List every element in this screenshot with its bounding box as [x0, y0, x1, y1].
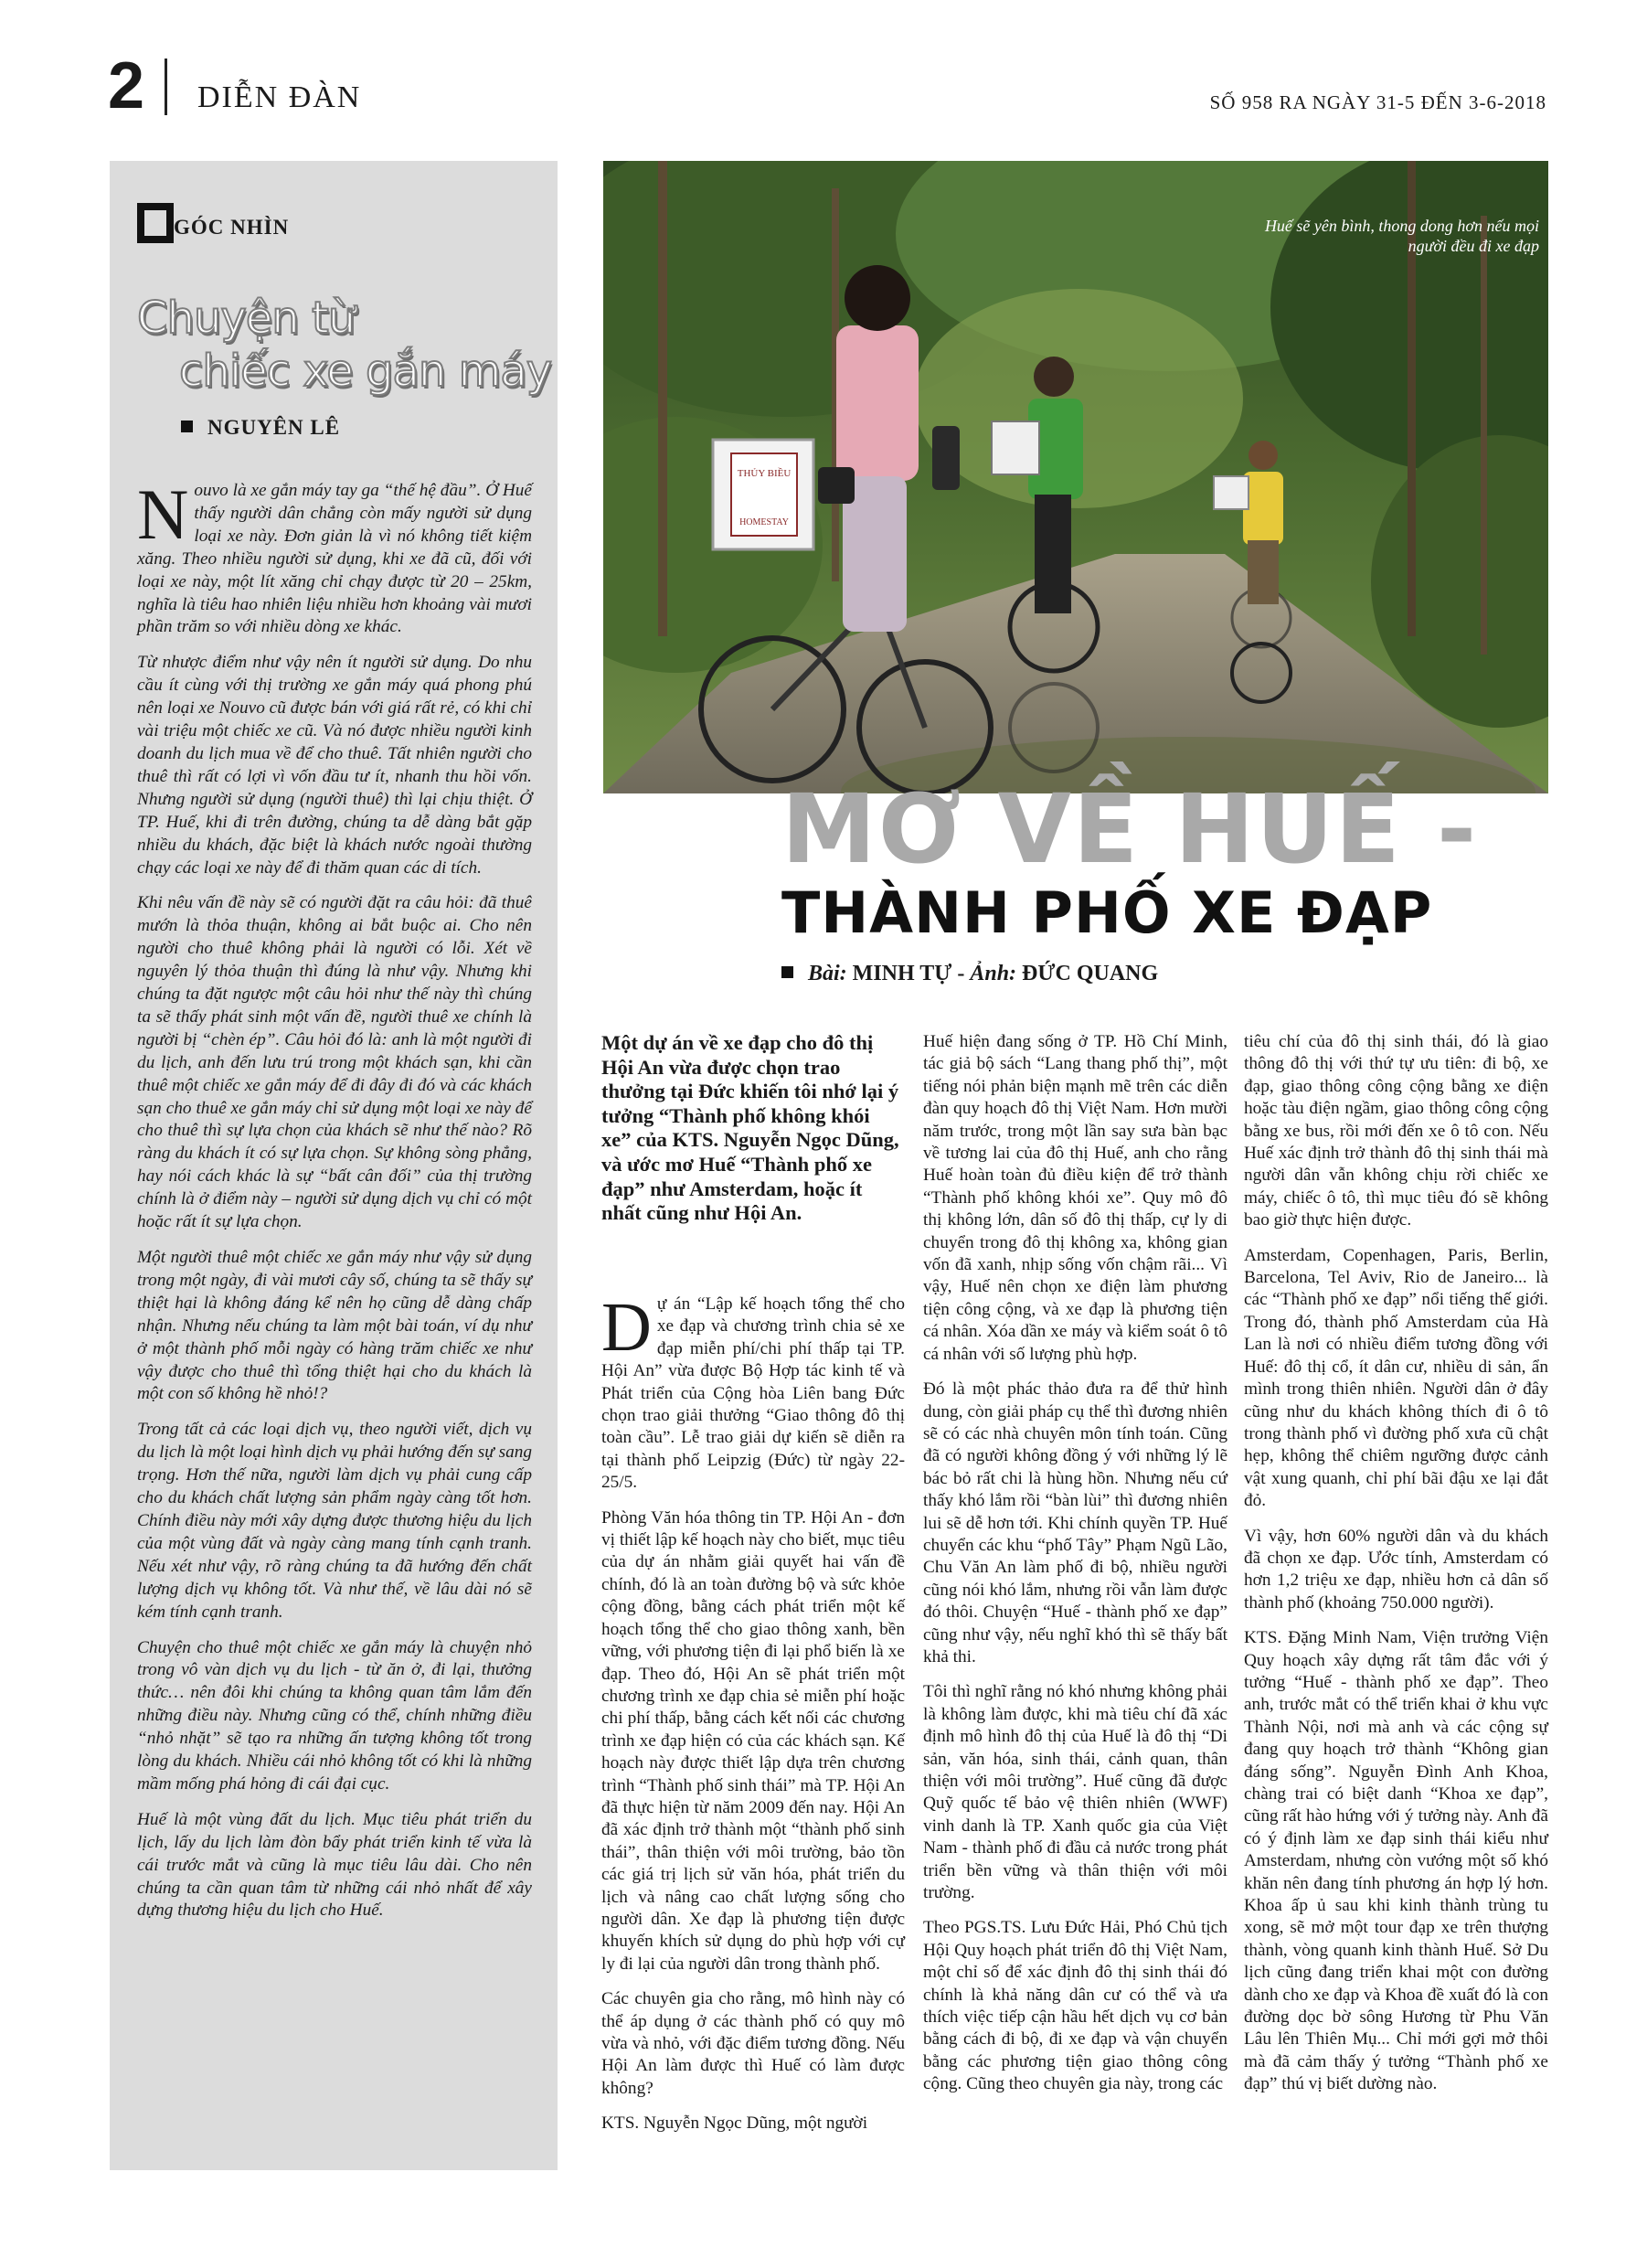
article-column-1: [601, 1289, 905, 2148]
article-paragraph: KTS. Đặng Minh Nam, Viện trưởng Viện Quy hoạch xây dựng rất tâm đắc với ý tưởng “Huế - thành phố xe đạp”. Theo anh, trước mắt có thể triển khai ở khu vực Thành Nội, nơi mà anh và các cộng sự đang quy hoạch trở thành “Không gian đáng sống”. Nguyễn Đình Anh Khoa, chàng trai có biệt danh “Khoa xe đạp”, cũng rất hào hứng với ý tưởng này. Anh đã có ý định làm xe đạp sinh thái kiểu như Amsterdam, nhưng còn vướng một số khó khăn nên đang tính phương án hợp lý hơn. Khoa ấp ủ sau khi kinh thành trùng tu xong, sẽ mở một tour đạp xe trên thượng thành, vòng quanh kinh thành Huế. Sở Du lịch cũng đang triển khai một con đường dành cho xe đạp và Khoa đề xuất đó là con đường dọc bờ sông Hương từ Phu Văn Lâu lên Thiên Mụ... Chỉ mới gợi mở thôi mà đã cảm thấy ý tưởng “Thành phố xe đạp” thú vị biết dường nào.: [1244, 1628, 1548, 2094]
basket-sign-bottom: HOMESTAY: [739, 517, 789, 527]
sidebar-body: [137, 474, 532, 1935]
drop-cap: N: [137, 474, 189, 554]
article-title-line2: THÀNH PHỐ XE ĐẠP: [781, 879, 1433, 946]
page-number: 2: [108, 49, 145, 122]
article-column-3: [1244, 1031, 1548, 2109]
byline-square-icon: [181, 421, 193, 432]
article-paragraph: Amsterdam, Copenhagen, Paris, Berlin, Barcelona, Tel Aviv, Rio de Janeiro... là các “Thành phố xe đạp” nổi tiếng thế giới. Trong đó, thành phố Amsterdam của Hà Lan là nơi có nhiều điểm tương đồng với Huế: đô thị cổ, ít dân cư, nhiều di sản, ẩn mình trong thiên nhiên. Người dân ở đây cũng như du khách không thích đi ô tô trong thành phố vì đường phố xưa cũ chật hẹp, không thể chiêm ngưỡng được cảnh vật xung quanh, chỉ phí bãi đậu xe lại đắt đỏ.: [1244, 1245, 1548, 1511]
drop-cap: D: [601, 1289, 652, 1366]
sidebar-paragraph: Từ nhược điểm như vậy nên ít người sử dụng. Do nhu cầu ít cùng với thị trường xe gắn máy quá phong phú nên loại xe Nouvo cũ được bán với giá rất rẻ, có khi chỉ vài triệu một chiếc xe cũ. Và nó được nhiều người kinh doanh du lịch mua về để cho thuê. Tất nhiên người cho thuê thì rất có lợi vì vốn đầu tư ít, nhanh thu hồi vốn. Nhưng người sử dụng (người thuê) thì lại chịu thiệt. Ở TP. Huế, khi đi trên đường, chúng ta dễ dàng bắt gặp nhiều du khách, đặc biệt là khách nước ngoài thường chạy các loại xe này để đi thăm quan các di tích.: [137, 653, 532, 878]
sidebar-paragraph: Khi nêu vấn đề này sẽ có người đặt ra câu hỏi: đã thuê mướn là thỏa thuận, không ai bắt buộc ai. Cho nên người cho thuê không phải là người có lỗi. Xét về nguyên lý thỏa thuận thì đúng là như vậy. Nhưng khi chúng ta đặt ngược một câu hỏi như thế này thì chúng ta sẽ thấy phát sinh một vấn đề, người thuê xe chính là người bị “chèn ép”. Câu hỏi đó là: anh là một người đi du lịch, anh đến lưu trú trong một khách sạn, khi cần thuê một chiếc xe gắn máy để đi đây đi đó và các khách sạn cho thuê xe gắn máy chỉ sử dụng một loại xe này để cho thuê thì sự lựa chọn của khách sẽ như thế nào? Rõ ràng du khách ít có sự lựa chọn. Sự không sòng phẳng, hay nói cách khác là sự “bất cân đối” của thị trường chính là ở điểm này – người sử dụng dịch vụ chỉ có một hoặc rất ít sự lựa chọn.: [137, 893, 532, 1232]
sidebar-paragraph: Huế là một vùng đất du lịch. Mục tiêu phát triển du lịch, lấy du lịch làm đòn bẩy phát triển kinh tế vừa là cái trước mắt và cũng là mục tiêu lâu dài. Cho nên chúng ta cần quan tâm từ những cái nhỏ nhất để xây dựng thương hiệu du lịch cho Huế.: [137, 1809, 532, 1921]
article-paragraph: Vì vậy, hơn 60% người dân và du khách đã chọn xe đạp. Ước tính, Amsterdam có hơn 1,2 triệu xe đạp, nhiều hơn cả dân số thành phố (khoảng 750.000 người).: [1244, 1526, 1548, 1613]
column-label: GÓC NHÌN: [174, 216, 290, 239]
photo-caption: Huế sẽ yên bình, thong dong hơn nếu mọi người đều đi xe đạp: [1264, 217, 1539, 255]
sidebar-paragraph: Chuyện cho thuê một chiếc xe gắn máy là chuyện nhỏ trong vô vàn dịch vụ du lịch - từ ăn ở, đi lại, thưởng thức… nên đôi khi chúng ta không quan tâm lắm đến những điều này. Nhưng cũng có thể, chính những điều “nhỏ nhặt” sẽ tạo ra những ấn tượng không tốt trong lòng du khách. Nhiều cái nhỏ không tốt có khi là những mầm mống phá hỏng đi cái đại cục.: [137, 1637, 532, 1794]
article-paragraph: KTS. Nguyễn Ngọc Dũng, một người: [601, 2114, 868, 2134]
sidebar-author: NGUYÊN LÊ: [207, 416, 341, 439]
sidebar-title-line1: Chuyện từ: [137, 293, 356, 344]
article-paragraph: tiêu chí của đô thị sinh thái, đó là giao thông đô thị với thứ tự ưu tiên: đi bộ, xe đạp, giao thông công cộng bằng xe điện hoặc tàu điện ngầm, giao thông công cộng bằng xe bus, rồi mới đến xe ô tô con. Nếu Huế xác định trở thành đô thị sinh thái mà người dân vẫn không chịu rời chiếc xe máy, chiếc ô tô, thì mục tiêu đó sẽ không bao giờ thực hiện được.: [1244, 1032, 1548, 1230]
article-paragraph: Phòng Văn hóa thông tin TP. Hội An - đơn vị thiết lập kế hoạch này cho biết, mục tiêu của dự án nhằm giải quyết hai vấn đề chính, đó là an toàn đường bộ và sức khỏe cộng đồng, bằng cách phát triển một kế hoạch tổng thể cho giao thông xanh, bền vững, với phương tiện đi lại phổ biến là xe đạp. Theo đó, Hội An sẽ phát triển một chương trình xe đạp chia sẻ miễn phí hoặc chi phí thấp, bằng cách kết nối các chương trình xe đạp hiện có của các khách sạn. Kế hoạch này được thiết lập dựa trên chương trình “Thành phố sinh thái” mà TP. Hội An đã thực hiện từ năm 2009 đến nay. Hội An đã xác định trở thành một “thành phố sinh thái”, thân thiện với môi trường, bảo tồn các giá trị lịch sử văn hóa, phát triển du lịch và nâng cao chất lượng sống cho người dân. Xe đạp là phương tiện được khuyến khích sử dụng do phù hợp với cự ly đi lại của người dân trong thành phố.: [601, 1507, 905, 1974]
article-paragraph: Đó là một phác thảo đưa ra để thử hình dung, còn giải pháp cụ thể thì đương nhiên sẽ có các nhà chuyên môn tính toán. Cũng đã có người không đồng ý với những lý lẽ bác bỏ rất chi là hùng hồn. Nhưng nếu cứ thấy khó lắm rồi “bàn lùi” thì đương nhiên lui sẽ dễ hơn tới. Khi chính quyền TP. Huế chuyển các khu “phố Tây” Phạm Ngũ Lão, Chu Văn An làm phố đi bộ, nhiều người cũng nói khó lắm, nhưng rồi vẫn làm được đó thôi. Chuyện “Huế - thành phố xe đạp” cũng như vậy, nếu nghĩ khó thì sẽ thấy bất khả thi.: [923, 1379, 1227, 1666]
article-paragraph: Huế hiện đang sống ở TP. Hồ Chí Minh, tác giả bộ sách “Lang thang phố thị”, một tiếng nói phản biện mạnh mẽ trên các diễn đàn quy hoạch đô thị Việt Nam. Hơn mười năm trước, trong một lần say sưa bàn bạc về tương lai của đô thị Huế, anh cho rằng Huế hoàn toàn đủ điều kiện để trở thành “Thành phố không khói xe”. Quy mô đô thị không lớn, dân số đô thị thấp, cự ly di chuyển trong đô thị không xa, không gian vốn đã xanh, nhịp sống vốn chậm rãi... Vì vậy, Huế nên chọn xe điện làm phương tiện công cộng, và xe đạp là phương tiện cá nhân. Xóa dần xe máy và kiểm soát ô tô cá nhân với số lượng phù hợp.: [923, 1032, 1227, 1364]
byline-square-icon: [781, 966, 793, 978]
sidebar-paragraph: Trong tất cả các loại dịch vụ, theo người viết, dịch vụ du lịch là một loại hình dịch vụ phải hướng đến sự sang trọng. Hơn thế nữa, người làm dịch vụ phải cung cấp cho du khách chất lượng sản phẩm ngày càng tốt hơn. Chính điều này mới xây dựng được thương hiệu du lịch của một vùng đất và ngày càng mang tính cạnh tranh. Nếu xét như vậy, rõ ràng chúng ta đã hướng đến chất lượng dịch vụ không tốt. Và như thế, về lâu dài nó sẽ kém tính cạnh tranh.: [137, 1420, 532, 1622]
sidebar-byline: [181, 416, 340, 440]
column-icon: [137, 203, 174, 243]
article-paragraph: Theo PGS.TS. Lưu Đức Hải, Phó Chủ tịch Hội Quy hoạch phát triển đô thị Việt Nam, một chỉ số để xác định đô thị sinh thái đó chính là khả năng dân cư có thể và ưa thích việc tiếp cận hầu hết dịch vụ cơ bản bằng cách đi bộ, đi xe đạp và vận chuyển bằng các phương tiện giao thông công cộng. Cũng theo chuyên gia này, trong các: [923, 1918, 1227, 2094]
article-byline: Bài: MINH TỰ - Ảnh: ĐỨC QUANG: [781, 962, 1158, 986]
article-column-2: [923, 1031, 1227, 2109]
article-paragraph: Tôi thì nghĩ rằng nó khó nhưng không phải là không làm được, khi mà tiêu chí đã xác định mô hình đô thị của Huế là đô thị “Di sản, văn hóa, sinh thái, cảnh quan, thân thiện với môi trường”. Huế cũng đã được Quỹ quốc tế bảo vệ thiên nhiên (WWF) vinh danh là TP. Xanh quốc gia của Việt Nam - thành phố đi đầu cả nước trong phát triển bền vững và thân thiện với môi trường.: [923, 1682, 1227, 1903]
article-paragraph: Dự án “Lập kế hoạch tổng thể cho xe đạp và chương trình chia sẻ xe đạp miễn phí/chi phí thấp tại TP. Hội An” vừa được Bộ Hợp tác kinh tế và Phát triển của Cộng hòa Liên bang Đức chọn trao giải thưởng “Giao thông đô thị toàn cầu”. Lễ trao giải dự kiến sẽ diễn ra tại thành phố Leipzig (Đức) từ ngày 22-25/5.: [601, 1289, 905, 1493]
basket-sign-top: THỦY BIỀU: [737, 468, 792, 479]
sidebar-paragraph: Nouvo là xe gắn máy tay ga “thế hệ đầu”. Ở Huế thấy người dân chẳng còn mấy người sử dụng loại xe này. Đơn giản là vì nó không tiết kiệm xăng. Theo nhiều người sử dụng, khi xe đã cũ, đối với loại xe này, một lít xăng chỉ chạy được từ 20 – 25km, nghĩa là tiêu hao nhiên liệu nhiều hơn khoảng vài mươi phần trăm so với nhiều dòng xe khác.: [137, 474, 532, 637]
sidebar-title-line2: chiếc xe gắn máy: [179, 346, 552, 397]
header-divider: [165, 59, 167, 115]
article-paragraph: Các chuyên gia cho rằng, mô hình này có thể áp dụng ở các thành phố có quy mô vừa và nhỏ, với đặc điểm tương đồng. Nếu Hội An làm được thì Huế có làm được không?: [601, 1989, 905, 2098]
issue-info: SỐ 958 RA NGÀY 31-5 ĐẾN 3-6-2018: [1209, 91, 1546, 113]
sidebar-paragraph: Một người thuê một chiếc xe gắn máy như vậy sử dụng trong một ngày, đi vài mươi cây số, chúng ta sẽ thấy sự thiệt hại là không đáng kể nên họ cũng dễ dàng chấp nhận. Nhưng nếu chúng ta làm một bài toán, ví dụ như ở một thành phố mỗi ngày có hàng trăm chiếc xe như vậy được cho thuê thì tổng thiệt hại cho du khách là một con số không hề nhỏ!?: [137, 1248, 532, 1404]
section-name: DIỄN ĐÀN: [197, 80, 362, 114]
article-lead: Một dự án về xe đạp cho đô thị Hội An vừa được chọn trao thưởng tại Đức khiến tôi nhớ lại ý tưởng “Thành phố không khói xe” của KTS. Nguyễn Ngọc Dũng, và ước mơ Huế “Thành phố xe đạp” như Amsterdam, hoặc ít nhất cũng như Hội An.: [601, 1031, 899, 1225]
article-title-line1: MƠ VỀ HUẾ -: [781, 773, 1479, 885]
